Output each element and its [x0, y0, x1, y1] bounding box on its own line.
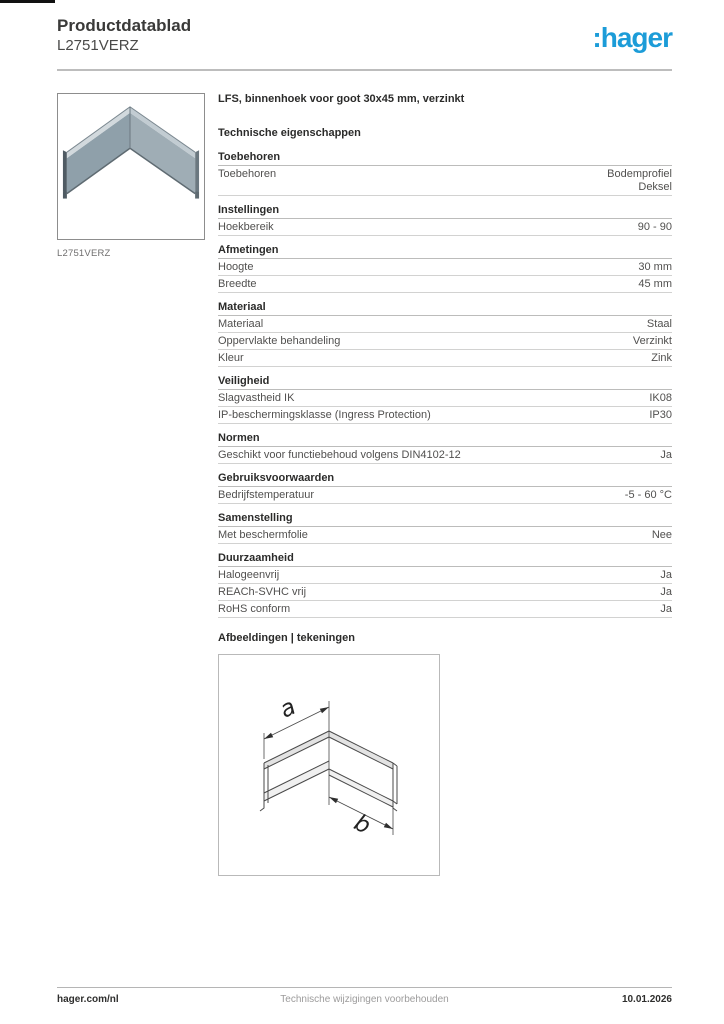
spec-row — [218, 333, 672, 350]
spec-values — [649, 409, 672, 422]
drawings-heading: Afbeeldingen | tekeningen — [218, 632, 355, 644]
spec-value: Staal — [646, 318, 672, 330]
spec-value: 30 mm — [638, 261, 672, 273]
spec-row — [218, 219, 672, 236]
spec-value: Ja — [660, 586, 672, 598]
spec-section-title: Instellingen — [218, 204, 672, 219]
spec-section-title: Afmetingen — [218, 244, 672, 259]
header — [57, 16, 672, 55]
technical-drawing — [218, 654, 440, 876]
spec-values — [660, 569, 672, 582]
spec-values — [638, 261, 672, 274]
spec-label: IP-beschermingsklasse (Ingress Protection) — [218, 409, 431, 421]
spec-label: Breedte — [218, 278, 257, 290]
footer-divider — [57, 987, 672, 988]
spec-values — [638, 278, 672, 291]
spec-sections — [218, 151, 672, 618]
dimension-label-b: b — [349, 809, 375, 840]
spec-row — [218, 527, 672, 544]
spec-section-title: Samenstelling — [218, 512, 672, 527]
spec-section-gebruiksvoorwaarden — [218, 472, 672, 504]
specs-heading: Technische eigenschappen — [218, 127, 361, 139]
spec-section-title: Materiaal — [218, 301, 672, 316]
spec-row — [218, 350, 672, 367]
spec-section-afmetingen — [218, 244, 672, 293]
spec-label: Slagvastheid IK — [218, 392, 295, 404]
header-divider — [57, 69, 672, 71]
spec-label: RoHS conform — [218, 603, 291, 615]
spec-value: Deksel — [638, 181, 672, 193]
dimension-label-a: a — [275, 693, 300, 724]
spec-value: Ja — [660, 449, 672, 461]
spec-section-veiligheid — [218, 375, 672, 424]
footer-disclaimer: Technische wijzigingen voorbehouden — [280, 994, 449, 1005]
spec-values — [651, 352, 672, 365]
product-photo-column — [57, 93, 205, 259]
spec-values — [625, 489, 672, 502]
spec-label: REACh-SVHC vrij — [218, 586, 307, 598]
spec-value: Zink — [651, 352, 672, 364]
spec-row — [218, 316, 672, 333]
spec-label: Halogeenvrij — [218, 569, 280, 581]
spec-value: Ja — [660, 569, 672, 581]
spec-section-samenstelling — [218, 512, 672, 544]
spec-label: Met beschermfolie — [218, 529, 308, 541]
technical-drawing-image — [219, 655, 439, 875]
hager-logo: :hager — [592, 22, 672, 53]
footer-website-link[interactable]: hager.com/nl — [57, 994, 119, 1005]
spec-label: Toebehoren — [218, 168, 277, 180]
spec-row — [218, 166, 672, 196]
spec-row — [218, 276, 672, 293]
spec-value: -5 - 60 °C — [624, 489, 672, 501]
spec-value: 90 - 90 — [637, 221, 672, 233]
spec-section-toebehoren — [218, 151, 672, 196]
page-title: Productdatablad — [57, 16, 192, 35]
spec-section-title: Normen — [218, 432, 672, 447]
product-description: LFS, binnenhoek voor goot 30x45 mm, verzinkt — [218, 93, 465, 105]
spec-values — [638, 221, 672, 234]
spec-value: IK08 — [649, 392, 672, 404]
product-photo-image — [58, 94, 204, 239]
spec-section-instellingen — [218, 204, 672, 236]
spec-row — [218, 407, 672, 424]
footer — [57, 994, 672, 1005]
spec-label: Kleur — [218, 352, 244, 364]
spec-row — [218, 259, 672, 276]
specs-column — [218, 93, 672, 876]
spec-values — [660, 586, 672, 599]
spec-section-title: Veiligheid — [218, 375, 672, 390]
spec-value: Nee — [651, 529, 672, 541]
spec-row — [218, 584, 672, 601]
spec-label: Oppervlakte behandeling — [218, 335, 341, 347]
spec-value: Ja — [660, 603, 672, 615]
spec-label: Bedrijfstemperatuur — [218, 489, 314, 501]
spec-values — [647, 318, 672, 331]
spec-values — [649, 392, 672, 405]
product-photo — [57, 93, 205, 240]
spec-values — [660, 603, 672, 616]
spec-values — [660, 449, 672, 462]
spec-section-title: Gebruiksvoorwaarden — [218, 472, 672, 487]
spec-section-title: Duurzaamheid — [218, 552, 672, 567]
spec-section-materiaal — [218, 301, 672, 367]
product-code: L2751VERZ — [57, 37, 139, 54]
spec-values — [652, 529, 672, 542]
spec-row — [218, 390, 672, 407]
product-photo-caption: L2751VERZ — [57, 248, 111, 259]
spec-label: Geschikt voor functiebehoud volgens DIN4102-12 — [218, 449, 461, 461]
spec-value: Verzinkt — [632, 335, 672, 347]
spec-section-normen — [218, 432, 672, 464]
spec-row — [218, 567, 672, 584]
spec-row — [218, 447, 672, 464]
spec-values — [633, 335, 672, 348]
footer-date: 10.01.2026 — [621, 994, 672, 1005]
spec-section-title: Toebehoren — [218, 151, 672, 166]
spec-label: Hoogte — [218, 261, 254, 273]
spec-label: Hoekbereik — [218, 221, 274, 233]
spec-label: Materiaal — [218, 318, 264, 330]
spec-section-duurzaamheid — [218, 552, 672, 618]
spec-value: Bodemprofiel — [607, 168, 672, 180]
spec-value: 45 mm — [638, 278, 672, 290]
page-corner-mark — [0, 0, 55, 3]
spec-row — [218, 601, 672, 618]
spec-values — [607, 168, 672, 194]
spec-row — [218, 487, 672, 504]
spec-value: IP30 — [649, 409, 672, 421]
